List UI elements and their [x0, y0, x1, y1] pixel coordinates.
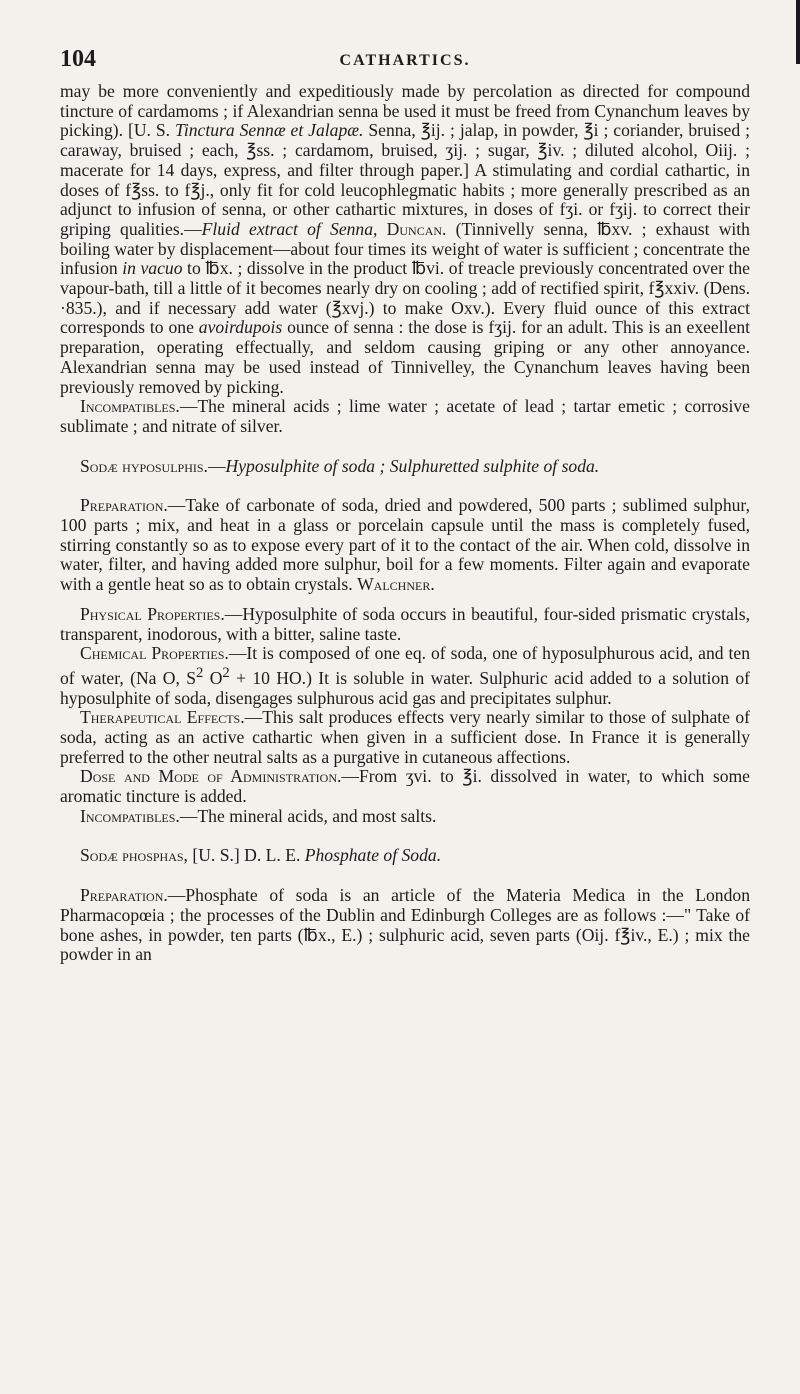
phosphas-heading: [60, 846, 750, 866]
hyposulphis-therapeutical-paragraph: [60, 708, 750, 767]
hyposulphis-incompatibles-paragraph: [60, 807, 750, 827]
text-segment: —From ʒvi. to ℥i. dissolved in water, to which some aromatic tincture is added.: [60, 766, 750, 807]
section-label: Incompatibles.: [80, 805, 180, 826]
senna-incompatibles-paragraph: [60, 397, 750, 436]
senna-continued-paragraph: [60, 82, 750, 397]
text-segment: [377, 219, 386, 239]
author-name: Duncan.: [386, 218, 447, 239]
text-segment: to ℔x. ; dissolve in the product ℔vi. of treacle previously concentrated over the vapour-bath, till a little of it becomes nearly dry on cooling ; add of rectified spirit, f℥xxiv. (Dens. ·835.), and if necessary add water (℥xvj.) to make Oxv.). Every fluid ounce of this extract corresponds to one: [60, 258, 750, 338]
text-segment: Senna, ℥ij. ; jalap, in powder, ℥i ; coriander, bruised ; caraway, bruised ; each, ℥ss. ; cardamom, bruised, ʒij. ; sugar, ℥iv. ; diluted alcohol, Oiij. ; macerate for 14 days, express, and filter through paper.] A stimulating and cordial cathartic, in doses of f℥ss. to f℥j., only fit for cold leucophlegmatic habits ; more generally prescribed as an adjunct to infusion of senna, or other cathartic mixtures, in doses of fʒi. or fʒij. to correct their griping qualities.—: [60, 120, 750, 239]
section-label: Preparation.: [80, 495, 168, 516]
section-label: Physical Properties.: [80, 603, 225, 624]
text-segment: —The mineral acids ; lime water ; acetate of lead ; tartar emetic ; corrosive sublimate ; and nitrate of silver.: [60, 396, 750, 436]
section-label: Chemical Properties.: [80, 643, 229, 664]
section-label: Preparation.: [80, 885, 168, 906]
hyposulphis-dose-paragraph: [60, 767, 750, 806]
drug-name: Sodæ hyposulphis.: [80, 455, 208, 476]
drug-synonyms: Hyposulphite of soda ; Sulphuretted sulphite of soda.: [225, 455, 600, 476]
text-segment: may be more conveniently and expeditiously made by percolation as directed for compound tincture of cardamoms ; if Alexandrian senna be used it must be freed from Cynanchum leaves by picking). [U. S.: [60, 81, 750, 141]
hyposulphis-physical-paragraph: [60, 605, 750, 644]
superscript: 2: [196, 664, 204, 681]
text-segment: [U. S.] D. L. E.: [187, 845, 305, 866]
text-segment: —This salt produces effects very nearly similar to those of sulphate of soda, acting as an active cathartic when given in a sufficient dose. In France it is generally preferred to the other neutral salts as a purgative in cutaneous affections.: [60, 707, 751, 767]
drug-name: Sodæ phosphas,: [80, 845, 188, 866]
tinctura-name: Tinctura Sennæ et Jalapæ.: [175, 120, 364, 141]
text-segment: —The mineral acids, and most salts.: [179, 805, 437, 826]
text-segment: —It is composed of one eq. of soda, one of hyposulphurous acid, and ten of water, (Na O, S: [60, 643, 750, 688]
text-segment: + 10 HO.) It is soluble in water. Sulphuric acid added to a solution of hyposulphite of soda, disengages sulphurous acid gas and precipitates sulphur.: [60, 667, 750, 708]
latin-term: in vacuo: [122, 258, 183, 279]
text-segment: —Take of carbonate of soda, dried and powdered, 500 parts ; sublimed sulphur, 100 parts ; mix, and heat in a glass or porcelain capsule until the mass is completely fused, stirring constantly so as to expose every part of it to the contact of the air. When cold, dissolve in water, filter, and having added more sulphur, boil for a few moments. Filter again and evaporate with a gentle heat so as to obtain crystals.: [60, 495, 750, 595]
italic-term: avoirdupois: [198, 317, 283, 338]
fluid-extract-name: Fluid extract of Senna,: [201, 218, 378, 239]
drug-synonyms: Phosphate of Soda.: [304, 845, 442, 866]
text-segment: —Phosphate of soda is an article of the Materia Medica in the London Pharmacopœia ; the processes of the Dublin and Edinburgh Colleges are as follows :—" Take of bone ashes, in powder, ten parts (℔x., E.) ; sulphuric acid, seven parts (Oij. f℥iv., E.) ; mix the powder in an: [60, 885, 750, 965]
page-edge-mark: [796, 0, 800, 64]
hyposulphis-preparation-paragraph: [60, 496, 750, 595]
text-segment: —Hyposulphite of soda occurs in beautiful, four-sided prismatic crystals, transparent, inodorous, with a bitter, saline taste.: [60, 603, 751, 644]
page-body: [60, 82, 750, 965]
text-segment: —: [207, 455, 226, 476]
superscript: 2: [222, 664, 230, 681]
phosphas-preparation-paragraph: [60, 886, 750, 965]
book-page: [60, 42, 750, 965]
hyposulphis-heading: [60, 457, 750, 477]
page-header: [60, 42, 750, 82]
section-label: Therapeutical Effects.: [80, 707, 245, 728]
hyposulphis-chemical-paragraph: [60, 644, 750, 708]
section-label: Dose and Mode of Administration.: [80, 766, 342, 787]
text-segment: O: [203, 667, 223, 688]
text-segment: ounce of senna : the dose is fʒij. for an adult. This is an exeellent preparation, operating effectually, and seldom causing griping or any other annoyance. Alexandrian senna may be used instead of Tinnivelley, the Cynanchum leaves having been previously removed by picking.: [60, 317, 751, 397]
running-title: CATHARTICS.: [339, 52, 471, 69]
text-segment: (Tinnivelly senna, ℔xv. ; exhaust with boiling water by displacement—about four times its weight of water is sufficient ; concentrate the infusion: [60, 218, 750, 279]
section-label: Incompatibles.: [80, 396, 180, 417]
page-number: 104: [60, 46, 96, 72]
author-name: Walchner.: [357, 574, 435, 595]
